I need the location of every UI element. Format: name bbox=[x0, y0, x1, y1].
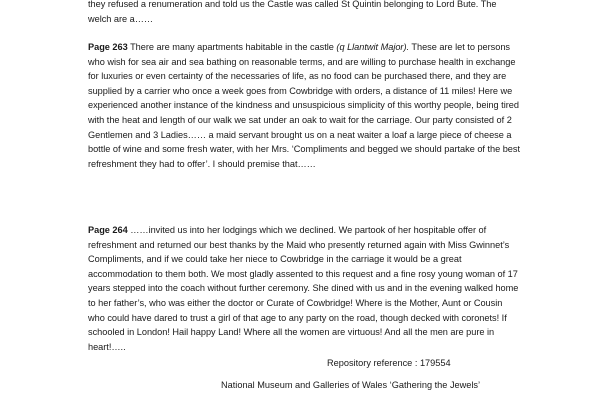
paragraph-page-264 bbox=[88, 223, 520, 354]
page-264-text: ……invited us into her lodgings which we declined. We partook of her hospitable offer of refreshment and returned our best thanks by the Maid who presently returned again with Miss Gwinnet’s Compliments, and if we could take her niece to Cowbridge in the carriage it would be a great accommodation to them both. We most gladly assented to this request and a fine rosy young woman of 17 years stepped into the coach without further ceremony. She dined with us and in the evening walked home to her father’s, who was either the doctor or Curate of Cowbridge! Where is the Mother, Aunt or Cousin who could have dared to trust a girl of that age to any party on the road, though decked with coronets! If schooled in London! Hail happy Land! Where all the women are virtuous! And all the men are pure in heart!….. bbox=[88, 225, 519, 352]
page-263-text-before-note: There are many apartments habitable in the castle bbox=[130, 42, 337, 52]
intro-paragraph bbox=[88, 0, 520, 26]
repository-reference: Repository reference : 179554 bbox=[327, 358, 451, 368]
page-263-text-after-note: These are let to persons who wish for sea air and sea bathing on reasonable terms, and are willing to purchase health in exchange for luxuries or even certainty of the necessaries of life, as no food can be purchased there, and they are supplied by a carrier who once a week goes from Cowbridge with orders, a distance of 11 miles! Here we experienced another instance of the kindness and unsuspicious simplicity of this worthy people, being tired with the heat and length of our walk we sat under an oak to wait for the carriage. Our party consisted of 2 Gentlemen and 3 Ladies…… a maid servant brought us on a neat waiter a loaf a large piece of cheese a bottle of wine and some fresh water, with her Mrs. ‘Compliments and begged we should partake of the best refreshment they had to offer’. I should premise that…… bbox=[88, 42, 521, 169]
intro-paragraph-text: they refused a renumeration and told us the Castle was called St Quintin belonging to Lord Bute. The welch are a…… bbox=[88, 0, 497, 24]
museum-credit: National Museum and Galleries of Wales ‘Gathering the Jewels’ bbox=[221, 380, 481, 390]
page-263-place-note: (q Llantwit Major). bbox=[336, 42, 410, 52]
page-263-label: Page 263 bbox=[88, 42, 128, 52]
paragraph-page-263 bbox=[88, 40, 520, 171]
page-264-label: Page 264 bbox=[88, 225, 128, 235]
